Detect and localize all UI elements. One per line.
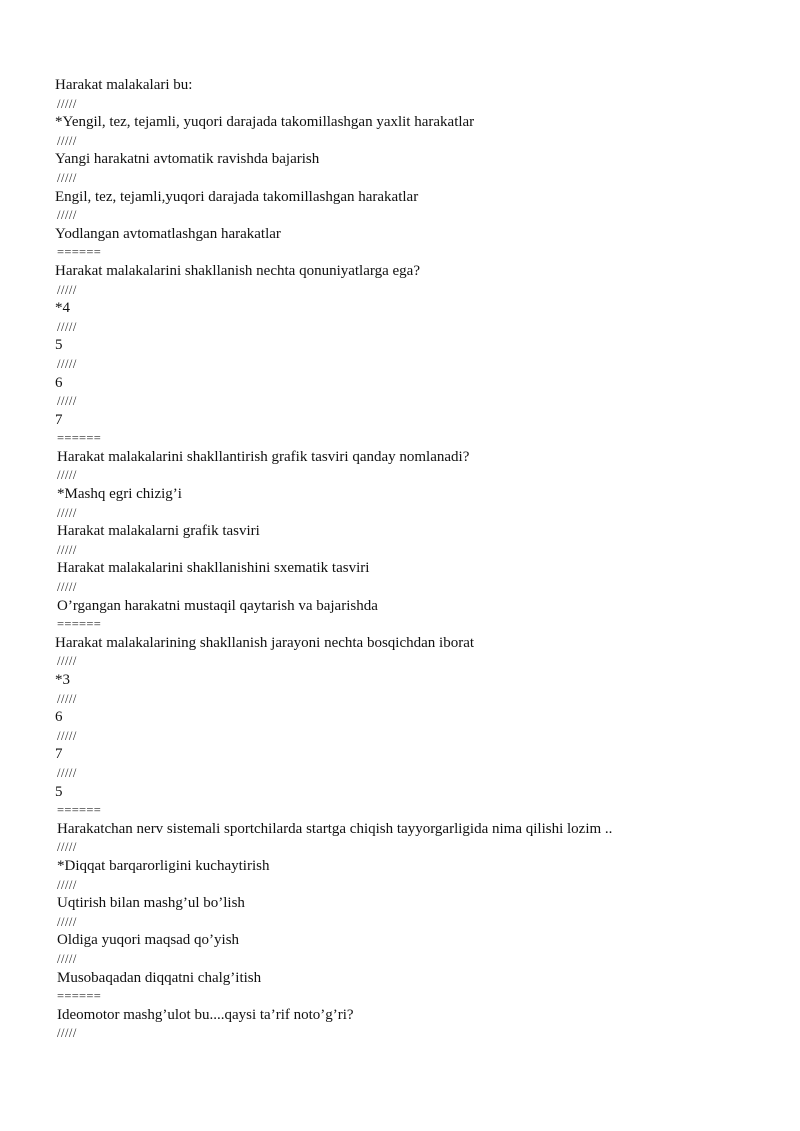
answer-option: 5 [55,783,63,800]
separator: ///// [57,765,77,780]
block-end-marker: ====== [57,245,102,260]
answer-option: Oldiga yuqori maqsad qo’yish [57,932,240,949]
separator: ///// [57,468,77,483]
question-block [55,634,755,820]
block-end-marker: ====== [57,989,102,1004]
block-end-marker: ====== [57,431,102,446]
separator: ///// [57,133,77,148]
separator: ///// [57,914,77,929]
separator: ///// [57,728,77,743]
question-text: Harakat malakalari bu: [55,77,193,93]
answer-option: *Mashq egri chizig’i [57,486,182,503]
answer-option: *4 [55,300,70,317]
answer-option: *Diqqat barqarorligini kuchaytirish [57,857,270,874]
question-block [55,76,755,262]
answer-option: 7 [55,411,63,428]
separator: ///// [57,1026,77,1041]
separator: ///// [57,542,77,557]
separator: ///// [57,691,77,706]
separator: ///// [57,505,77,520]
block-end-marker: ====== [57,617,102,632]
answer-option: 5 [55,337,63,354]
answer-option: Uqtirish bilan mashg’ul bo’lish [57,895,245,912]
answer-option: 7 [55,746,63,763]
separator: ///// [57,654,77,669]
question-block [55,262,755,448]
separator: ///// [57,580,77,595]
separator: ///// [57,840,77,855]
answer-option: 6 [55,709,63,726]
separator: ///// [57,208,77,223]
question-block [55,1006,755,1043]
answer-option: Harakat malakalarini shakllanishini sxematik tasviri [57,560,370,577]
answer-option: *3 [55,672,70,688]
question-block [55,820,755,1006]
separator: ///// [57,319,77,334]
answer-option: 6 [55,374,63,391]
answer-option: Harakat malakalarni grafik tasviri [57,523,260,540]
question-text: Ideomotor mashg’ulot bu....qaysi ta’rif noto’g’ri? [57,1006,354,1023]
separator: ///// [57,951,77,966]
answer-option: Yodlangan avtomatlashgan harakatlar [55,225,281,242]
separator: ///// [57,96,77,111]
question-text: Harakat malakalarini shakllanish nechta qonuniyatlarga ega? [55,262,420,279]
quiz-document [55,76,755,1043]
block-end-marker: ====== [57,803,102,818]
separator: ///// [57,170,77,185]
question-text: Harakat malakalarini shakllantirish grafik tasviri qanday nomlanadi? [57,448,470,465]
separator: ///// [57,877,77,892]
answer-option: Yangi harakatni avtomatik ravishda bajarish [55,151,320,168]
question-text: Harakatchan nerv sistemali sportchilarda startga chiqish tayyorgarligida nima qilishi lozim .. [57,820,613,837]
separator: ///// [57,394,77,409]
separator: ///// [57,356,77,371]
question-block [55,448,755,634]
answer-option: O’rgangan harakatni mustaqil qaytarish va bajarishda [57,597,378,614]
answer-option: Engil, tez, tejamli,yuqori darajada takomillashgan harakatlar [55,188,419,205]
question-text: Harakat malakalarining shakllanish jarayoni nechta bosqichdan iborat [55,634,475,651]
answer-option: *Yengil, tez, tejamli, yuqori darajada takomillashgan yaxlit harakatlar [55,114,475,131]
separator: ///// [57,282,77,297]
answer-option: Musobaqadan diqqatni chalg’itish [57,969,262,986]
